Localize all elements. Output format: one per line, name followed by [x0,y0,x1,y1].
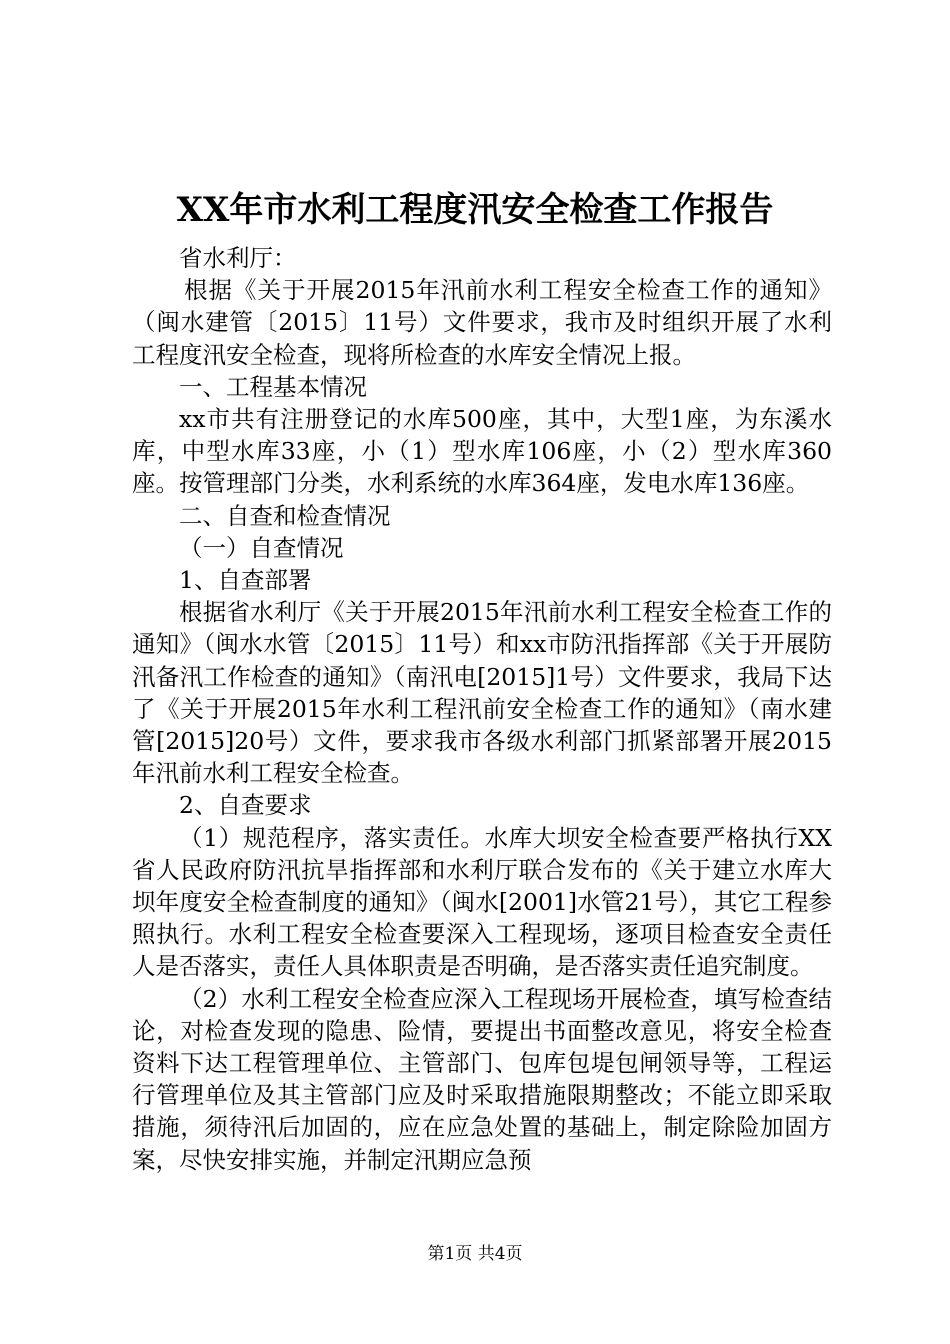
section-heading-1: 一、工程基本情况 [179,372,367,401]
deployment-paragraph: 根据省水利厅《关于开展2015年汛前水利工程安全检查工作的通知》（闽水水管〔2015〕11号）和xx市防汛指挥部《关于开展防汛备汛工作检查的通知》（南汛电[2015]1号）文件要求，我局下达了《关于开展2015年水利工程汛前安全检查工作的通知》（南水建管[2015]20号）文件，要求我市各级水利部门抓紧部署开展2015年汛前水利工程安全检查。 [132,598,832,788]
item-heading-requirements: 2、自查要求 [179,791,312,820]
section-heading-2: 二、自查和检查情况 [179,501,391,530]
requirement-paragraph-2: （2）水利工程安全检查应深入工程现场开展检查，填写检查结论，对检查发现的隐患、险情，要提出书面整改意见，将安全检查资料下达工程管理单位、主管部门、包库包堤包闸领导等，工程运行管理单位及其主管部门应及时采取措施限期整改；不能立即采取措施，须待汛后加固的，应在应急处置的基础上，制定除险加固方案，尽快安排实施，并制定汛期应急预 [132,984,832,1174]
salutation: 省水利厅： [179,244,297,272]
requirement-paragraph-1: （1）规范程序，落实责任。水库大坝安全检查要严格执行XX省人民政府防汛抗旱指挥部和水利厅联合发布的《关于建立水库大坝年度安全检查制度的通知》（闽水[2001]水管21号），其它工程参照执行。水利工程安全检查要深入工程现场，逐项目检查安全责任人是否落实，责任人具体职责是否明确，是否落实责任追究制度。 [132,823,832,981]
document-body [132,242,832,1176]
subsection-heading-self-check: （一）自查情况 [179,533,344,562]
document-title: XX年市水利工程度汛安全检查工作报告 [176,190,774,230]
basic-info-paragraph: xx市共有注册登记的水库500座，其中，大型1座，为东溪水库，中型水库33座，小（1）型水库106座，小（2）型水库360座。按管理部门分类，水利系统的水库364座，发电水库136座。 [132,405,832,498]
intro-paragraph: 根据《关于开展2015年汛前水利工程安全检查工作的通知》（闽水建管〔2015〕11号）文件要求，我市及时组织开展了水利工程度汛安全检查，现将所检查的水库安全情况上报。 [132,276,832,369]
item-heading-deployment: 1、自查部署 [179,566,312,595]
page-footer: 第1页 共4页 [427,1244,523,1264]
